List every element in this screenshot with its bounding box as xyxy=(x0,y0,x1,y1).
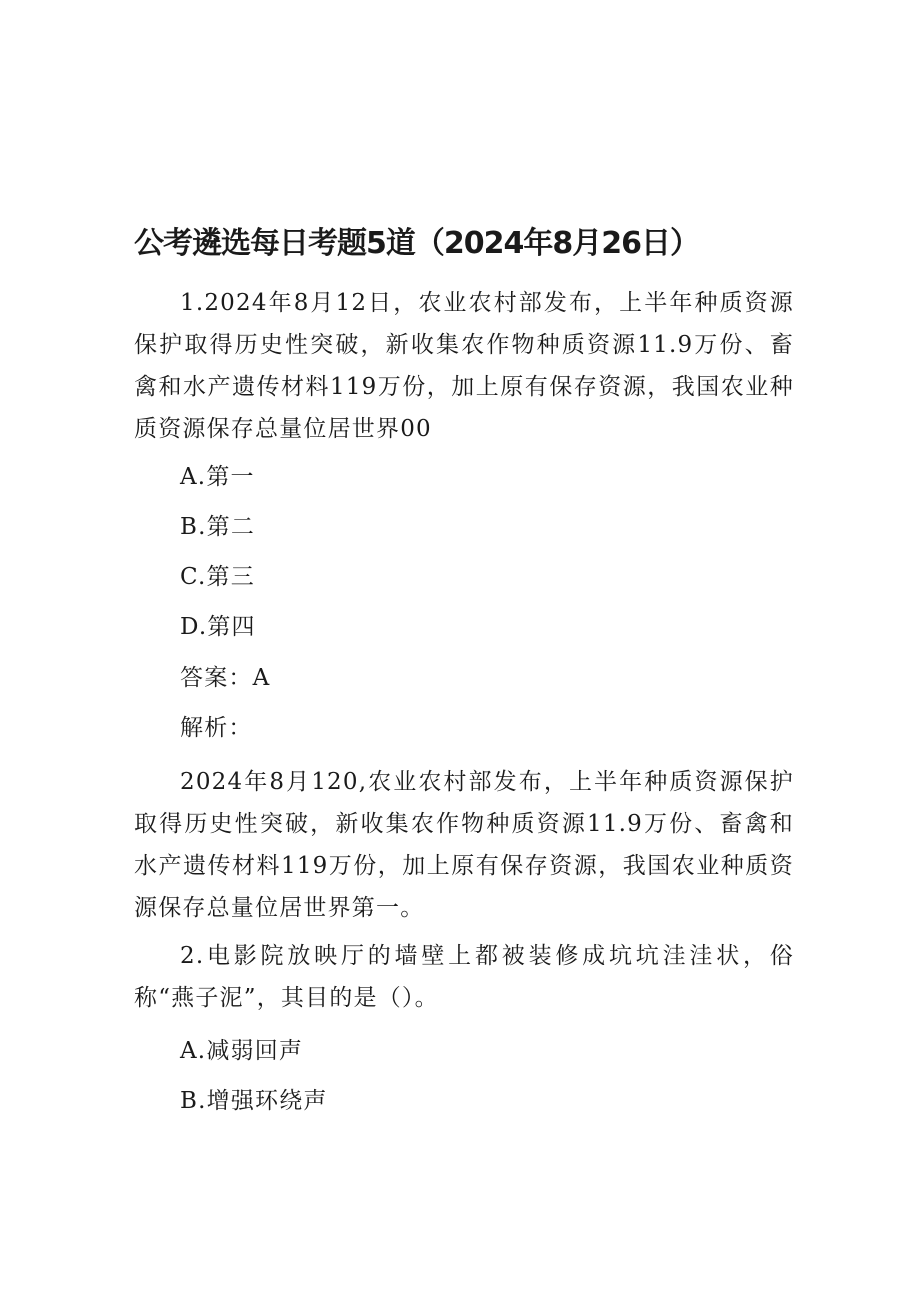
document-title: 公考遴选每日考题5道（2024年8月26日） xyxy=(134,226,699,261)
question-1-option-d: D.第四 xyxy=(180,614,256,640)
question-1-option-a: A.第一 xyxy=(180,464,255,490)
question-1-option-b: B.第二 xyxy=(180,514,256,540)
question-2-option-a: A.减弱回声 xyxy=(180,1038,304,1064)
question-1-analysis-label: 解析： xyxy=(180,715,253,741)
question-1-analysis: 2024年8月120,农业农村部发布，上半年种质资源保护取得历史性突破，新收集农作物种质资源11.9万份、畜禽和水产遗传材料119万份，加上原有保存资源，我国农业种质资源保存总量位居世界第一。 xyxy=(134,769,794,921)
question-2-stem: 2.电影院放映厅的墙壁上都被装修成坑坑洼洼状，俗称“燕子泥”，其目的是（）。 xyxy=(134,943,794,1011)
question-2-option-b: B.增强环绕声 xyxy=(180,1088,328,1114)
question-1-option-c: C.第三 xyxy=(180,564,255,590)
question-1-stem: 1.2024年8月12日，农业农村部发布，上半年种质资源保护取得历史性突破，新收集农作物种质资源11.9万份、畜禽和水产遗传材料119万份，加上原有保存资源，我国农业种质资源保存总量位居世界00 xyxy=(134,290,794,442)
question-1-answer: 答案：A xyxy=(180,665,271,691)
